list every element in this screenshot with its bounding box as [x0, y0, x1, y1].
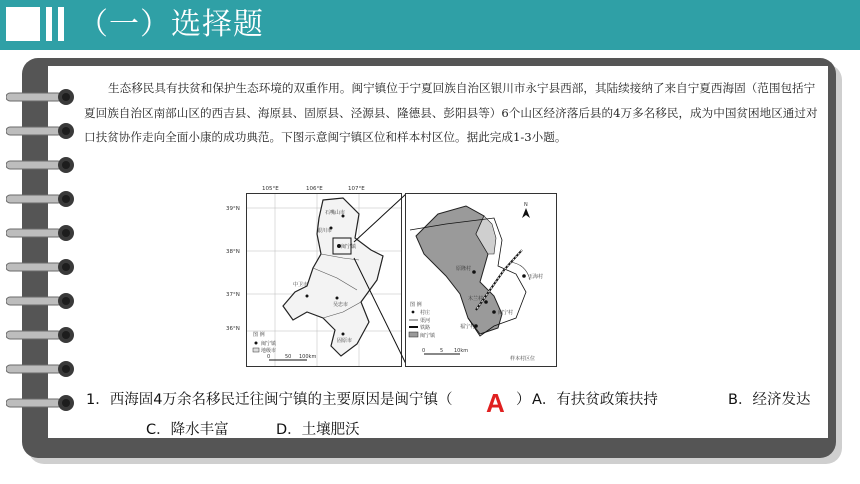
lon-tick: 106°E — [306, 186, 323, 192]
legend-item: 村庄 — [420, 310, 431, 316]
ring-icon — [6, 292, 76, 310]
section-title: （一）选择题 — [78, 7, 264, 42]
legend-title: 图 例 — [253, 332, 265, 338]
scale-label: 100km — [299, 354, 317, 360]
place-label: 银川市 — [317, 228, 333, 234]
place-label: 中卫市 — [293, 282, 309, 288]
answer-mark: A — [486, 388, 505, 418]
option-a: A．有扶贫政策扶持 — [532, 392, 658, 408]
lon-tick: 105°E — [262, 186, 279, 192]
scale-label: 5 — [440, 348, 444, 354]
ring-icon — [6, 156, 76, 174]
lat-tick: 39°N — [226, 206, 240, 212]
lat-tick: 38°N — [226, 249, 240, 255]
lat-tick: 37°N — [226, 292, 240, 298]
village-label: 原隆村 — [456, 266, 472, 272]
ring-icon — [6, 88, 76, 106]
legend-item: 铁路 — [420, 325, 431, 331]
map-caption: 样本村区位 — [510, 356, 536, 362]
section-header-bar — [0, 0, 860, 50]
village-label: 木兰村 — [468, 296, 484, 302]
ring-icon — [6, 224, 76, 242]
place-label: 固原市 — [337, 338, 353, 344]
legend-item: 渠河 — [420, 318, 431, 324]
ring-icon — [6, 360, 76, 378]
question-close-paren: ） — [516, 392, 531, 408]
scale-label: 50 — [285, 354, 292, 360]
header-stripe-decoration — [58, 7, 64, 41]
header-square-decoration — [6, 7, 40, 41]
option-b: B．经济发达 — [728, 392, 811, 408]
village-label: 玉海村 — [528, 274, 544, 280]
lat-tick: 36°N — [226, 326, 240, 330]
scale-label: 0 — [267, 354, 271, 360]
sample-village-map — [405, 193, 557, 367]
legend-item: 地级市 — [261, 348, 277, 354]
ring-icon — [6, 190, 76, 208]
lon-tick: 107°E — [348, 186, 365, 192]
place-label: 石嘴山市 — [325, 210, 346, 216]
option-d: D．土壤肥沃 — [276, 422, 360, 438]
legend-item: 闽宁镇 — [420, 333, 436, 339]
place-label: 吴忠市 — [333, 302, 349, 308]
village-label: 福宁村 — [460, 324, 476, 330]
question-1 — [86, 388, 826, 410]
legend-title: 图 例 — [410, 302, 422, 308]
village-map-graphic — [406, 194, 556, 366]
north-label: N — [524, 202, 528, 208]
ring-icon — [6, 258, 76, 276]
ring-icon — [6, 394, 76, 412]
scale-label: 0 — [422, 348, 426, 354]
ring-icon — [6, 326, 76, 344]
place-label: 闽宁镇 — [341, 244, 357, 250]
map-connector-lines — [350, 190, 410, 370]
question-passage: 生态移民具有扶贫和保护生态环境的双重作用。闽宁镇位于宁夏回族自治区银川市永宁县西部，其陆续接纳了来自宁夏西海固（范围包括宁夏回族自治区南部山区的西吉县、海原县、固原县、泾源县、隆德县、彭阳县等）6个山区经济落后县的4万多名移民，成为中国贫困地区通过对口扶贫协作走向全面小康的成功典范。下图示意闽宁镇区位和样本村区位。据此完成1-3小题。 — [84, 81, 818, 144]
option-c: C．降水丰富 — [146, 422, 229, 438]
scale-label: 10km — [454, 348, 469, 354]
legend-item: 闽宁镇 — [261, 341, 277, 347]
question-stem: 1．西海固4万余名移民迁往闽宁镇的主要原因是闽宁镇（ — [86, 392, 453, 408]
north-arrow-icon — [522, 208, 530, 218]
village-label: 闽宁村 — [498, 310, 514, 316]
header-stripe-decoration — [46, 7, 52, 41]
ring-icon — [6, 122, 76, 140]
